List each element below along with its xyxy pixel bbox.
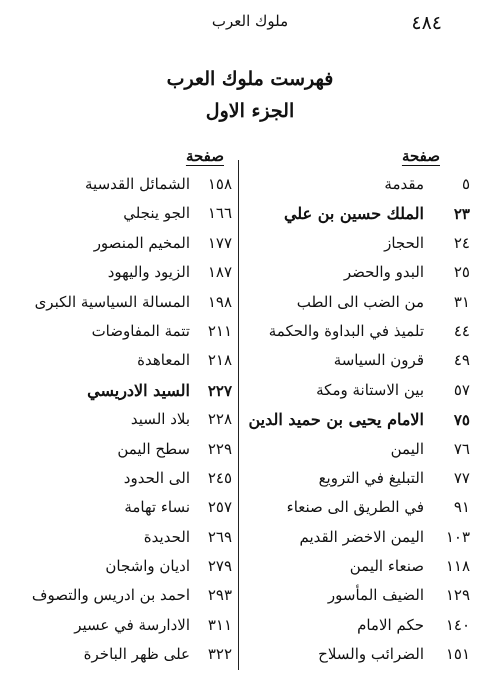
- entry-page-number: ٢٢٧: [207, 381, 232, 400]
- index-entry: [4, 645, 232, 674]
- index-entry: [242, 469, 470, 498]
- entry-title: الضرائب والسلاح: [318, 645, 424, 664]
- entry-title: قرون السياسة: [333, 351, 424, 370]
- right-index-column: [242, 175, 470, 675]
- entry-title: الملك حسين بن علي: [283, 204, 424, 224]
- entry-page-number: ١١٨: [445, 557, 470, 576]
- entry-page-number: ١٧٧: [207, 233, 232, 252]
- index-entry: [242, 557, 470, 586]
- entry-title: المسالة السياسية الكبرى: [34, 292, 190, 311]
- entry-title: من الضب الى الطب: [296, 292, 424, 311]
- entry-page-number: ١٢٩: [445, 586, 470, 605]
- index-entry: [4, 234, 232, 263]
- entry-page-number: ٢٥: [453, 263, 470, 282]
- entry-page-number: ٢٩٣: [207, 586, 232, 605]
- entry-title: الامام يحيى بن حميد الدين: [248, 410, 424, 430]
- index-title: فهرست ملوك العرب: [166, 68, 334, 90]
- entry-page-number: ٢٢٨: [207, 410, 232, 429]
- entry-title: على ظهر الباخرة: [83, 645, 190, 664]
- index-entry: [242, 351, 470, 380]
- entry-title: الادارسة في عسير: [74, 615, 190, 634]
- entry-title: بلاد السيد: [130, 410, 190, 429]
- entry-title: نساء تهامة: [124, 498, 190, 517]
- entry-title: اديان واشجان: [105, 557, 190, 576]
- entry-page-number: ١٥٨: [207, 175, 232, 193]
- index-entry: [4, 263, 232, 292]
- index-entry: [4, 616, 232, 645]
- entry-page-number: ٢٦٩: [207, 527, 232, 546]
- entry-page-number: ٣١: [453, 292, 470, 311]
- index-entry: [242, 381, 470, 410]
- entry-page-number: ٣٢٢: [207, 645, 232, 664]
- entry-title: الزيود واليهود: [107, 263, 190, 282]
- entry-page-number: ١٩٨: [207, 292, 232, 311]
- index-entry: [242, 175, 470, 204]
- entry-title: الحجاز: [384, 233, 424, 252]
- index-entry: [242, 234, 470, 263]
- entry-title: مقدمة: [384, 175, 424, 193]
- entry-title: الضيف المأسور: [327, 586, 424, 605]
- entry-page-number: ١٨٧: [207, 263, 232, 282]
- entry-title: بين الاستانة ومكة: [316, 380, 424, 399]
- entry-page-number: ٥: [461, 175, 470, 193]
- index-entry: [4, 469, 232, 498]
- entry-title: الى الحدود: [123, 468, 190, 487]
- entry-page-number: ٢٥٧: [207, 498, 232, 517]
- entry-title: التبليغ في الترويع: [318, 468, 424, 487]
- entry-page-number: ١٠٣: [445, 527, 470, 546]
- index-entry: [242, 498, 470, 527]
- entry-page-number: ٧٥: [453, 411, 470, 430]
- left-index-column: [4, 175, 232, 675]
- running-title: ملوك العرب: [211, 12, 289, 30]
- index-entry: [242, 440, 470, 469]
- column-divider: [238, 160, 239, 670]
- entry-page-number: ٢٤٥: [207, 468, 232, 487]
- entry-page-number: ٥٧: [453, 380, 470, 399]
- entry-title: المعاهدة: [137, 351, 190, 370]
- entry-page-number: ٩١: [453, 498, 470, 517]
- index-entry: [242, 586, 470, 615]
- page-number: ٤٨٤: [411, 12, 442, 34]
- index-entry: [4, 440, 232, 469]
- left-column-header: صفحة: [185, 147, 224, 165]
- volume-subtitle: الجزء الاول: [205, 100, 295, 122]
- index-entry: [242, 322, 470, 351]
- index-entry: [4, 322, 232, 351]
- index-entry: [242, 410, 470, 439]
- entry-title: الشمائل القدسية: [85, 175, 190, 193]
- entry-page-number: ١٦٦: [207, 204, 232, 223]
- index-entry: [4, 381, 232, 410]
- entry-title: تلميذ في البداوة والحكمة: [268, 321, 424, 340]
- entry-page-number: ٤٩: [453, 351, 470, 370]
- entry-title: احمد بن ادريس والتصوف: [31, 586, 190, 605]
- entry-page-number: ٣١١: [207, 615, 232, 634]
- index-entry: [4, 557, 232, 586]
- index-entry: [242, 616, 470, 645]
- index-entry: [4, 586, 232, 615]
- entry-title: الجو ينجلي: [123, 204, 190, 223]
- index-entry: [242, 263, 470, 292]
- index-entry: [242, 645, 470, 674]
- entry-page-number: ٢٣: [453, 205, 470, 224]
- entry-page-number: ٢١١: [207, 321, 232, 340]
- entry-title: اليمن الاخضر القديم: [299, 527, 424, 546]
- index-entry: [242, 204, 470, 233]
- index-entry: [4, 528, 232, 557]
- entry-page-number: ٧٧: [453, 468, 470, 487]
- entry-page-number: ٢٤: [453, 233, 470, 252]
- entry-page-number: ٧٦: [453, 439, 470, 458]
- entry-title: حكم الامام: [357, 615, 424, 634]
- entry-page-number: ٤٤: [453, 321, 470, 340]
- entry-page-number: ٢٢٩: [207, 439, 232, 458]
- entry-title: سطح اليمن: [117, 439, 190, 458]
- entry-page-number: ٢١٨: [207, 351, 232, 370]
- entry-title: في الطريق الى صنعاء: [286, 498, 424, 517]
- index-entry: [4, 498, 232, 527]
- index-entry: [4, 204, 232, 233]
- index-entry: [242, 528, 470, 557]
- index-entry: [4, 351, 232, 380]
- index-entry: [242, 293, 470, 322]
- entry-title: الحديدة: [143, 527, 190, 546]
- index-entry: [4, 175, 232, 204]
- entry-title: المخيم المنصور: [93, 233, 190, 252]
- entry-title: اليمن: [390, 439, 424, 458]
- index-entry: [4, 293, 232, 322]
- entry-title: تتمة المفاوضات: [91, 321, 190, 340]
- entry-title: صنعاء اليمن: [349, 557, 424, 576]
- entry-title: البدو والحضر: [343, 263, 424, 282]
- entry-page-number: ١٤٠: [445, 615, 470, 634]
- right-column-header: صفحة: [401, 147, 440, 165]
- entry-page-number: ١٥١: [445, 645, 470, 664]
- index-entry: [4, 410, 232, 439]
- entry-page-number: ٢٧٩: [207, 557, 232, 576]
- entry-title: السيد الادريسي: [87, 380, 190, 400]
